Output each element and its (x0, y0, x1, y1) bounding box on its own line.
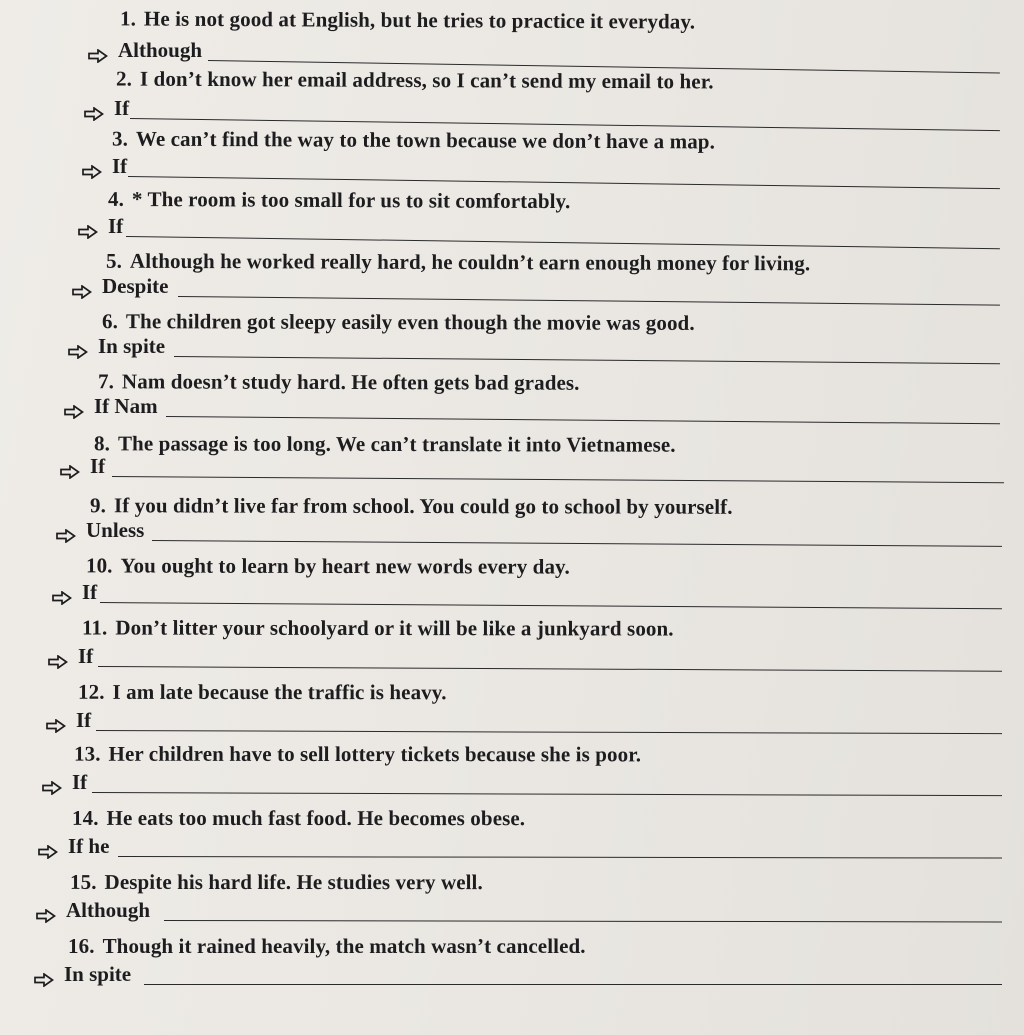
answer-row (48, 644, 93, 669)
answer-row (46, 708, 91, 733)
question-number: 5. (105, 248, 123, 273)
question-sentence (98, 369, 580, 395)
question-sentence (78, 680, 447, 705)
question-number: 4. (107, 186, 125, 211)
question-sentence (116, 67, 714, 95)
answer-blank-line[interactable] (144, 984, 1002, 985)
question-text: Nam doesn’t study hard. He often gets bad grades. (121, 369, 580, 395)
answer-row (34, 962, 131, 987)
answer-starter: If (108, 214, 124, 238)
answer-starter: Although (118, 38, 203, 62)
hollow-right-arrow-icon (46, 714, 66, 728)
question-sentence (68, 934, 586, 959)
hollow-right-arrow-icon (64, 400, 84, 414)
answer-row (78, 214, 123, 239)
answer-blank-line[interactable] (166, 416, 1000, 424)
answer-starter: Unless (86, 518, 145, 542)
hollow-right-arrow-icon (52, 586, 72, 600)
question-sentence (108, 187, 570, 214)
answer-row (42, 770, 87, 795)
answer-row (56, 518, 144, 543)
question-text: I don’t know her email address, so I can’t send my email to her. (139, 66, 714, 94)
question-text: He eats too much fast food. He becomes obese. (106, 805, 526, 831)
answer-blank-line[interactable] (118, 856, 1002, 859)
question-number: 1. (119, 6, 137, 31)
hollow-right-arrow-icon (82, 160, 102, 174)
answer-starter: If (112, 154, 128, 178)
answer-starter: If (72, 770, 88, 794)
question-text: * The room is too small for us to sit comfortably. (131, 186, 571, 214)
question-number: 13. (73, 741, 101, 766)
answer-starter: In spite (64, 962, 132, 986)
question-text: We can’t find the way to the town because we don’t have a map. (135, 126, 716, 154)
answer-row (38, 834, 109, 859)
question-sentence (106, 249, 810, 277)
answer-row (82, 154, 127, 179)
hollow-right-arrow-icon (68, 340, 88, 354)
answer-blank-line[interactable] (164, 920, 1002, 922)
answer-starter: Despite (102, 274, 169, 298)
answer-blank-line[interactable] (178, 296, 1000, 306)
question-text: Despite his hard life. He studies very well. (104, 869, 483, 895)
question-sentence (70, 870, 483, 895)
hollow-right-arrow-icon (34, 968, 54, 982)
question-text: The children got sleepy easily even though the movie was good. (125, 309, 695, 335)
question-sentence (74, 742, 641, 768)
answer-blank-line[interactable] (96, 730, 1002, 734)
question-text: Though it rained heavily, the match wasn’t cancelled. (102, 934, 586, 958)
hollow-right-arrow-icon (42, 776, 62, 790)
question-text: If you didn’t live far from school. You could go to school by yourself. (113, 493, 733, 519)
question-number: 9. (89, 493, 106, 518)
question-sentence (86, 553, 570, 579)
question-number: 16. (68, 934, 95, 958)
question-number: 11. (81, 615, 108, 640)
answer-row (68, 334, 165, 359)
question-number: 8. (93, 431, 110, 456)
question-text: Her children have to sell lottery tickets because she is poor. (108, 741, 642, 767)
question-sentence (82, 615, 674, 641)
hollow-right-arrow-icon (36, 904, 56, 918)
question-sentence (90, 493, 733, 520)
hollow-right-arrow-icon (48, 650, 68, 664)
question-number: 15. (69, 869, 97, 894)
question-number: 6. (101, 309, 118, 334)
question-sentence (94, 431, 676, 457)
hollow-right-arrow-icon (38, 840, 58, 854)
question-text: You ought to learn by heart new words every day. (120, 553, 570, 579)
hollow-right-arrow-icon (72, 280, 92, 294)
question-number: 2. (115, 66, 133, 91)
question-sentence (102, 309, 695, 336)
answer-starter: If (90, 454, 106, 478)
question-sentence (72, 806, 525, 831)
question-text: Don’t litter your schoolyard or it will be like a junkyard soon. (115, 615, 674, 641)
answer-row (60, 454, 105, 479)
answer-starter: In spite (98, 334, 166, 358)
answer-blank-line[interactable] (174, 356, 1000, 364)
question-text: I am late because the traffic is heavy. (112, 679, 447, 705)
answer-starter: If (82, 580, 98, 604)
answer-starter: If (114, 96, 130, 120)
answer-starter: Although (66, 898, 151, 922)
answer-blank-line[interactable] (92, 792, 1002, 796)
answer-starter: If (76, 708, 92, 732)
answer-blank-line[interactable] (98, 666, 1002, 672)
question-text: He is not good at English, but he tries to practice it everyday. (143, 6, 696, 34)
question-text: The passage is too long. We can’t translate it into Vietnamese. (117, 431, 676, 457)
question-number: 3. (111, 126, 129, 151)
answer-row (72, 274, 169, 299)
answer-starter: If he (68, 834, 110, 858)
question-number: 7. (97, 369, 114, 394)
answer-starter: If (78, 644, 94, 668)
question-text: Although he worked really hard, he couldn’t earn enough money for living. (129, 248, 811, 276)
answer-row (84, 96, 129, 121)
hollow-right-arrow-icon (60, 460, 80, 474)
question-number: 14. (71, 805, 99, 830)
hollow-right-arrow-icon (78, 220, 98, 234)
answer-row (36, 898, 150, 923)
answer-blank-line[interactable] (112, 476, 1004, 483)
hollow-right-arrow-icon (56, 524, 76, 538)
answer-row (52, 580, 97, 605)
answer-blank-line[interactable] (100, 602, 1002, 609)
hollow-right-arrow-icon (84, 102, 104, 116)
answer-blank-line[interactable] (126, 236, 1000, 249)
answer-row (64, 394, 158, 419)
answer-starter: If Nam (94, 394, 158, 418)
question-number: 10. (85, 553, 113, 578)
question-number: 12. (77, 679, 105, 704)
answer-blank-line[interactable] (152, 540, 1002, 547)
question-sentence (112, 127, 715, 155)
